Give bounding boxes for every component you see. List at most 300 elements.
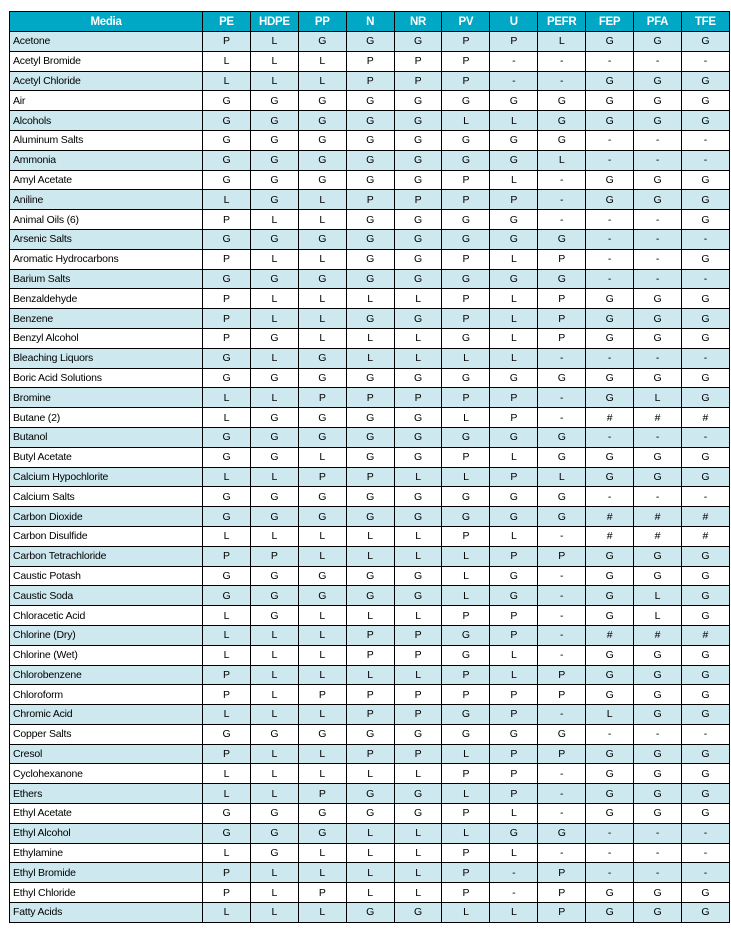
rating-cell-n: G [346,91,394,111]
rating-cell-fep: - [586,130,634,150]
rating-cell-hdpe: L [250,625,298,645]
rating-cell-pe: L [203,903,251,923]
rating-cell-u: G [490,91,538,111]
rating-cell-u: G [490,487,538,507]
rating-cell-pe: P [203,249,251,269]
rating-cell-u: L [490,843,538,863]
rating-cell-u: G [490,507,538,527]
rating-cell-pe: L [203,388,251,408]
rating-cell-pefr: - [538,388,586,408]
rating-cell-pe: P [203,665,251,685]
rating-cell-hdpe: L [250,883,298,903]
media-name-cell: Ammonia [10,150,203,170]
rating-cell-fep: G [586,32,634,52]
rating-cell-pfa: - [634,210,682,230]
rating-cell-pefr: G [538,487,586,507]
column-header-media: Media [10,12,203,32]
rating-cell-pfa: G [634,546,682,566]
rating-cell-pp: G [298,724,346,744]
rating-cell-n: G [346,804,394,824]
rating-cell-pe: G [203,586,251,606]
rating-cell-fep: G [586,328,634,348]
rating-cell-pp: G [298,269,346,289]
rating-cell-pe: G [203,447,251,467]
media-name-cell: Chloroform [10,685,203,705]
rating-cell-pefr: - [538,586,586,606]
table-row [10,903,730,923]
table-row [10,328,730,348]
rating-cell-pp: G [298,408,346,428]
rating-cell-pefr: - [538,71,586,91]
table-row [10,408,730,428]
rating-cell-nr: G [394,427,442,447]
rating-cell-pe: L [203,190,251,210]
media-name-cell: Caustic Potash [10,566,203,586]
rating-cell-u: P [490,784,538,804]
media-name-cell: Benzaldehyde [10,289,203,309]
rating-cell-pv: P [442,51,490,71]
rating-cell-pp: L [298,309,346,329]
rating-cell-pe: P [203,309,251,329]
rating-cell-pfa: - [634,150,682,170]
rating-cell-nr: L [394,823,442,843]
rating-cell-pv: P [442,606,490,626]
rating-cell-pv: G [442,645,490,665]
rating-cell-fep: - [586,348,634,368]
table-row [10,843,730,863]
rating-cell-pfa: - [634,51,682,71]
rating-cell-pv: G [442,625,490,645]
rating-cell-pp: G [298,566,346,586]
rating-cell-nr: G [394,229,442,249]
table-row [10,388,730,408]
rating-cell-tfe: - [681,863,729,883]
table-row [10,427,730,447]
rating-cell-fep: G [586,804,634,824]
rating-cell-nr: G [394,408,442,428]
rating-cell-fep: G [586,170,634,190]
media-name-cell: Chlorine (Dry) [10,625,203,645]
rating-cell-u: P [490,764,538,784]
rating-cell-pe: L [203,408,251,428]
rating-cell-fep: G [586,764,634,784]
column-header-fep: FEP [586,12,634,32]
rating-cell-pe: G [203,724,251,744]
rating-cell-pefr: P [538,249,586,269]
rating-cell-hdpe: L [250,249,298,269]
rating-cell-pefr: - [538,606,586,626]
rating-cell-u: P [490,606,538,626]
table-row [10,368,730,388]
media-name-cell: Acetyl Chloride [10,71,203,91]
rating-cell-n: P [346,51,394,71]
rating-cell-nr: G [394,784,442,804]
media-name-cell: Cresol [10,744,203,764]
rating-cell-nr: P [394,625,442,645]
media-name-cell: Calcium Hypochlorite [10,467,203,487]
media-name-cell: Cyclohexanone [10,764,203,784]
rating-cell-pe: L [203,51,251,71]
rating-cell-pe: G [203,566,251,586]
table-row [10,645,730,665]
rating-cell-pp: G [298,229,346,249]
rating-cell-fep: # [586,408,634,428]
rating-cell-nr: G [394,507,442,527]
column-header-u: U [490,12,538,32]
rating-cell-u: G [490,566,538,586]
rating-cell-pp: G [298,32,346,52]
rating-cell-hdpe: G [250,804,298,824]
column-header-tfe: TFE [681,12,729,32]
rating-cell-pv: L [442,467,490,487]
media-name-cell: Ethers [10,784,203,804]
rating-cell-tfe: G [681,91,729,111]
rating-cell-pp: G [298,487,346,507]
rating-cell-u: G [490,368,538,388]
rating-cell-pfa: # [634,408,682,428]
rating-cell-u: L [490,289,538,309]
rating-cell-pv: G [442,210,490,230]
rating-cell-pefr: G [538,427,586,447]
rating-cell-pefr: - [538,804,586,824]
rating-cell-nr: P [394,645,442,665]
rating-cell-nr: L [394,328,442,348]
rating-cell-tfe: G [681,467,729,487]
rating-cell-pv: G [442,368,490,388]
rating-cell-pfa: G [634,111,682,131]
media-name-cell: Bleaching Liquors [10,348,203,368]
rating-cell-u: L [490,903,538,923]
rating-cell-n: L [346,526,394,546]
media-name-cell: Carbon Tetrachloride [10,546,203,566]
rating-cell-n: G [346,150,394,170]
rating-cell-hdpe: L [250,705,298,725]
table-row [10,210,730,230]
table-row [10,71,730,91]
rating-cell-pefr: - [538,764,586,784]
rating-cell-tfe: G [681,903,729,923]
rating-cell-nr: L [394,526,442,546]
rating-cell-pe: P [203,863,251,883]
rating-cell-fep: - [586,51,634,71]
rating-cell-nr: G [394,249,442,269]
table-row [10,289,730,309]
rating-cell-pefr: - [538,784,586,804]
rating-cell-pfa: G [634,368,682,388]
rating-cell-n: L [346,546,394,566]
rating-cell-pv: P [442,289,490,309]
media-name-cell: Barium Salts [10,269,203,289]
rating-cell-n: G [346,229,394,249]
rating-cell-tfe: G [681,190,729,210]
rating-cell-nr: P [394,388,442,408]
table-row [10,447,730,467]
rating-cell-pp: L [298,843,346,863]
rating-cell-n: G [346,507,394,527]
rating-cell-u: L [490,170,538,190]
rating-cell-pp: G [298,804,346,824]
table-row [10,190,730,210]
media-name-cell: Benzene [10,309,203,329]
rating-cell-hdpe: L [250,71,298,91]
rating-cell-n: P [346,744,394,764]
media-name-cell: Ethyl Acetate [10,804,203,824]
rating-cell-fep: - [586,249,634,269]
rating-cell-nr: P [394,71,442,91]
rating-cell-pe: P [203,328,251,348]
rating-cell-pefr: P [538,665,586,685]
rating-cell-pfa: G [634,32,682,52]
rating-cell-nr: G [394,487,442,507]
table-row [10,586,730,606]
rating-cell-pfa: - [634,249,682,269]
rating-cell-pe: L [203,784,251,804]
rating-cell-pfa: G [634,467,682,487]
rating-cell-pe: L [203,71,251,91]
table-row [10,51,730,71]
rating-cell-pe: G [203,348,251,368]
rating-cell-pp: L [298,546,346,566]
rating-cell-pp: L [298,51,346,71]
rating-cell-tfe: G [681,368,729,388]
rating-cell-tfe: G [681,606,729,626]
rating-cell-pfa: G [634,705,682,725]
rating-cell-hdpe: L [250,863,298,883]
rating-cell-n: G [346,447,394,467]
rating-cell-nr: P [394,190,442,210]
rating-cell-pv: P [442,447,490,467]
rating-cell-pp: L [298,190,346,210]
rating-cell-n: P [346,685,394,705]
header-row [10,12,730,32]
rating-cell-n: G [346,249,394,269]
rating-cell-u: - [490,883,538,903]
table-row [10,249,730,269]
rating-cell-pp: G [298,427,346,447]
rating-cell-pfa: - [634,130,682,150]
table-row [10,823,730,843]
rating-cell-pe: G [203,91,251,111]
rating-cell-hdpe: G [250,606,298,626]
rating-cell-pv: L [442,586,490,606]
media-name-cell: Air [10,91,203,111]
rating-cell-tfe: - [681,724,729,744]
rating-cell-pp: L [298,71,346,91]
rating-cell-hdpe: L [250,526,298,546]
rating-cell-pefr: P [538,289,586,309]
rating-cell-tfe: # [681,625,729,645]
column-header-n: N [346,12,394,32]
rating-cell-u: G [490,269,538,289]
rating-cell-n: G [346,724,394,744]
rating-cell-pp: G [298,91,346,111]
rating-cell-nr: G [394,32,442,52]
rating-cell-tfe: G [681,388,729,408]
rating-cell-pv: G [442,427,490,447]
rating-cell-tfe: G [681,665,729,685]
rating-cell-pefr: - [538,645,586,665]
rating-cell-pe: G [203,170,251,190]
rating-cell-tfe: # [681,526,729,546]
table-row [10,91,730,111]
column-header-pfa: PFA [634,12,682,32]
rating-cell-hdpe: L [250,348,298,368]
rating-cell-pefr: L [538,32,586,52]
media-name-cell: Amyl Acetate [10,170,203,190]
rating-cell-pefr: - [538,408,586,428]
media-name-cell: Ethyl Bromide [10,863,203,883]
rating-cell-u: L [490,249,538,269]
rating-cell-pp: L [298,903,346,923]
rating-cell-n: L [346,823,394,843]
rating-cell-pe: L [203,764,251,784]
table-row [10,685,730,705]
rating-cell-n: G [346,566,394,586]
rating-cell-pe: G [203,229,251,249]
rating-cell-pp: L [298,328,346,348]
rating-cell-n: L [346,665,394,685]
rating-cell-tfe: G [681,249,729,269]
media-name-cell: Bromine [10,388,203,408]
media-name-cell: Arsenic Salts [10,229,203,249]
rating-cell-pefr: - [538,566,586,586]
rating-cell-hdpe: G [250,586,298,606]
rating-cell-pfa: - [634,427,682,447]
rating-cell-tfe: - [681,487,729,507]
rating-cell-u: P [490,705,538,725]
rating-cell-pefr: - [538,843,586,863]
rating-cell-pv: L [442,566,490,586]
rating-cell-nr: P [394,744,442,764]
rating-cell-hdpe: L [250,903,298,923]
rating-cell-pefr: G [538,724,586,744]
rating-cell-pp: G [298,348,346,368]
rating-cell-pefr: P [538,328,586,348]
rating-cell-nr: G [394,724,442,744]
rating-cell-hdpe: L [250,665,298,685]
media-name-cell: Ethyl Chloride [10,883,203,903]
rating-cell-u: P [490,32,538,52]
rating-cell-hdpe: L [250,32,298,52]
rating-cell-pv: P [442,665,490,685]
rating-cell-pefr: P [538,903,586,923]
rating-cell-nr: P [394,705,442,725]
media-name-cell: Calcium Salts [10,487,203,507]
rating-cell-n: G [346,269,394,289]
rating-cell-hdpe: G [250,170,298,190]
rating-cell-hdpe: L [250,784,298,804]
rating-cell-pfa: - [634,724,682,744]
rating-cell-pv: L [442,408,490,428]
rating-cell-tfe: - [681,229,729,249]
rating-cell-n: G [346,309,394,329]
rating-cell-pv: P [442,71,490,91]
rating-cell-hdpe: L [250,210,298,230]
rating-cell-pv: P [442,526,490,546]
rating-cell-pe: G [203,368,251,388]
rating-cell-hdpe: G [250,91,298,111]
rating-cell-pe: G [203,487,251,507]
rating-cell-pe: L [203,645,251,665]
rating-cell-pefr: G [538,229,586,249]
rating-cell-n: L [346,883,394,903]
table-row [10,724,730,744]
rating-cell-pv: P [442,170,490,190]
rating-cell-u: P [490,467,538,487]
rating-cell-hdpe: G [250,111,298,131]
rating-cell-u: P [490,388,538,408]
rating-cell-u: - [490,71,538,91]
media-name-cell: Carbon Disulfide [10,526,203,546]
rating-cell-pfa: G [634,91,682,111]
rating-cell-fep: G [586,111,634,131]
table-row [10,566,730,586]
rating-cell-pp: G [298,823,346,843]
rating-cell-n: G [346,111,394,131]
rating-cell-tfe: - [681,427,729,447]
rating-cell-fep: - [586,863,634,883]
table-row [10,130,730,150]
table-row [10,883,730,903]
rating-cell-pfa: G [634,804,682,824]
rating-cell-n: G [346,210,394,230]
rating-cell-hdpe: G [250,566,298,586]
rating-cell-tfe: # [681,507,729,527]
rating-cell-pefr: G [538,507,586,527]
table-row [10,348,730,368]
rating-cell-pp: L [298,210,346,230]
rating-cell-pfa: G [634,685,682,705]
rating-cell-fep: G [586,447,634,467]
rating-cell-u: - [490,51,538,71]
rating-cell-pp: G [298,586,346,606]
rating-cell-n: L [346,764,394,784]
rating-cell-pe: P [203,685,251,705]
rating-cell-pv: L [442,546,490,566]
rating-cell-pfa: - [634,823,682,843]
rating-cell-pfa: - [634,229,682,249]
rating-cell-n: G [346,130,394,150]
media-name-cell: Chlorobenzene [10,665,203,685]
rating-cell-pe: L [203,526,251,546]
rating-cell-n: P [346,467,394,487]
rating-cell-n: P [346,645,394,665]
rating-cell-pp: L [298,705,346,725]
rating-cell-pp: P [298,467,346,487]
media-name-cell: Butane (2) [10,408,203,428]
media-name-cell: Chlorine (Wet) [10,645,203,665]
rating-cell-nr: L [394,883,442,903]
rating-cell-fep: - [586,269,634,289]
rating-cell-pfa: G [634,170,682,190]
rating-cell-u: L [490,645,538,665]
rating-cell-u: G [490,229,538,249]
rating-cell-n: G [346,32,394,52]
rating-cell-tfe: # [681,408,729,428]
rating-cell-u: L [490,526,538,546]
column-header-pp: PP [298,12,346,32]
table-row [10,863,730,883]
rating-cell-fep: G [586,546,634,566]
rating-cell-n: L [346,348,394,368]
rating-cell-tfe: - [681,51,729,71]
rating-cell-pfa: L [634,586,682,606]
rating-cell-nr: G [394,309,442,329]
table-body [10,32,730,923]
rating-cell-pp: G [298,130,346,150]
rating-cell-pefr: P [538,309,586,329]
rating-cell-pv: P [442,804,490,824]
